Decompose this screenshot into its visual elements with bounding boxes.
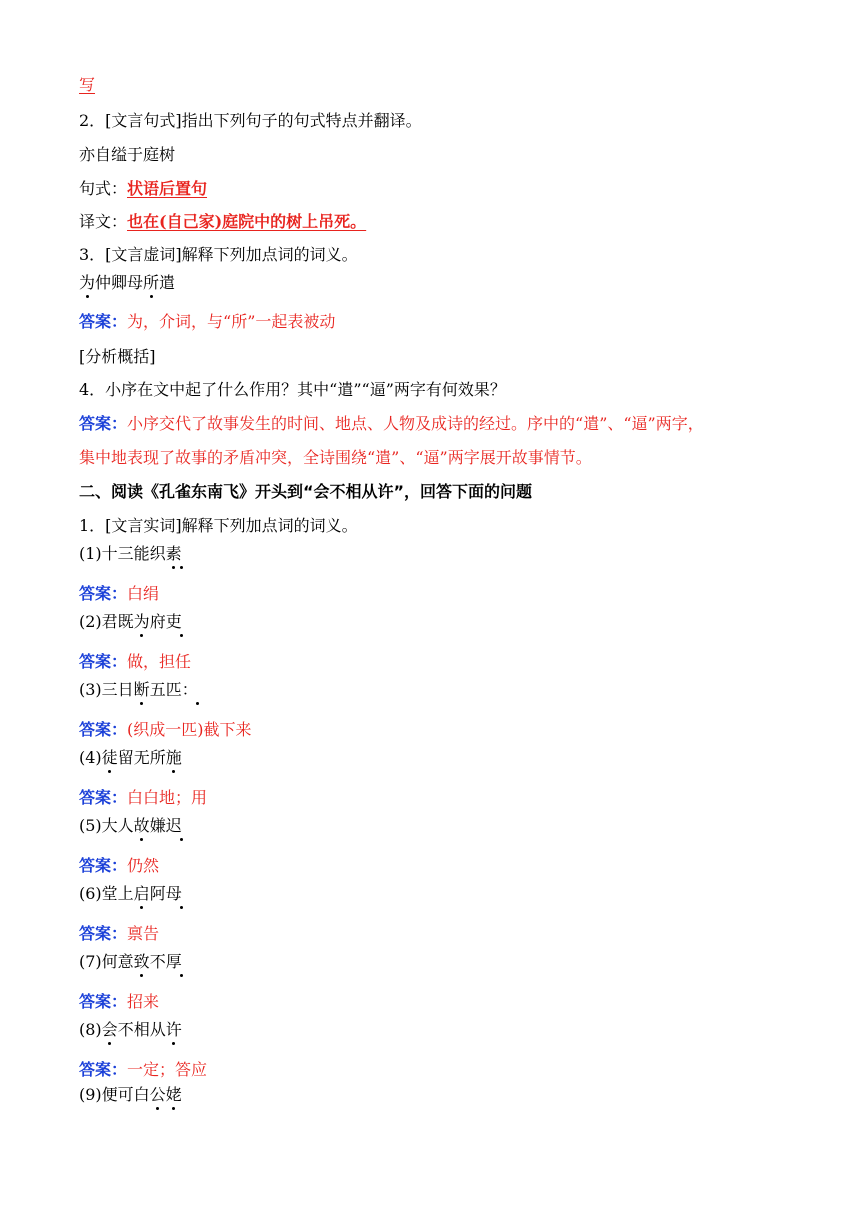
answer-label: 答案： (79, 312, 128, 331)
answer-label: 答案： (79, 856, 128, 875)
dotted-word: 致 (133, 952, 150, 971)
dotted-word: 素 (165, 544, 182, 563)
vocab-item (79, 747, 182, 769)
dotted-word: 姥 (165, 1085, 182, 1104)
vocab-answer (79, 787, 207, 809)
vocab-answer (79, 855, 159, 877)
dotted-word: 公 (149, 1085, 166, 1104)
question-2: 2．[文言句式]指出下列句子的句式特点并翻译。 (79, 111, 422, 130)
answer-text: 为，介词，与“所”一起表被动 (127, 312, 336, 331)
item-text: 留无所 (117, 748, 166, 767)
answer-label: 答案： (79, 788, 128, 807)
dotted-word: 断 (133, 680, 150, 699)
answer-text: 白白地；用 (127, 788, 208, 807)
answer-text: 小序交代了故事发生的时间、地点、人物及成诗的经过。序中的“遣”、“逼”两字， (127, 414, 704, 433)
question-2-translation (79, 211, 366, 233)
item-text: (9)便可白 (79, 1085, 150, 1104)
translation-answer: 也在(自己家)庭院中的树上吊死。 (127, 212, 367, 231)
question-4-answer-line-1 (79, 413, 704, 435)
sentence-text: 仲卿母 (95, 273, 144, 292)
answer-label: 答案： (79, 924, 128, 943)
form-label: 句式： (79, 179, 128, 198)
question-4: 4．小序在文中起了什么作用？其中“遣”“逼”两字有何效果？ (79, 380, 506, 399)
item-text: (2)君既 (79, 612, 134, 631)
answer-continuation: 写 (79, 75, 96, 94)
question-2-sentence: 亦自缢于庭树 (79, 145, 176, 164)
vocab-answer (79, 651, 191, 673)
sentence-text: 遣 (159, 273, 176, 292)
vocab-item (79, 815, 182, 837)
vocab-item (79, 679, 198, 701)
item-text: 府吏 (149, 612, 182, 631)
vocab-item (79, 951, 182, 973)
vocab-item (79, 543, 182, 565)
answer-label: 答案： (79, 1060, 128, 1079)
dotted-word: 许 (165, 1020, 182, 1039)
translation-label: 译文： (79, 212, 128, 231)
answer-label: 答案： (79, 652, 128, 671)
vocab-answer (79, 1059, 207, 1081)
vocab-answer (79, 991, 159, 1013)
dotted-word: 会 (101, 1020, 118, 1039)
dotted-word: 为 (79, 273, 96, 292)
item-text: (7)何意 (79, 952, 134, 971)
question-3: 3．[文言虚词]解释下列加点词的词义。 (79, 245, 358, 264)
part-2-heading: 二、阅读《孔雀东南飞》开头到“会不相从许”，回答下面的问题 (79, 482, 533, 501)
dotted-word: 徒 (101, 748, 118, 767)
question-2-form (79, 178, 207, 200)
answer-text: (织成一匹)截下来 (127, 720, 252, 739)
answer-text: 仍然 (127, 856, 160, 875)
answer-label: 答案： (79, 720, 128, 739)
answer-text: 白绢 (127, 584, 160, 603)
answer-label: 答案： (79, 414, 128, 433)
answer-text: 做，担任 (127, 652, 192, 671)
item-text: 阿母 (149, 884, 182, 903)
vocab-item (79, 883, 182, 905)
item-text: (5)大人 (79, 816, 134, 835)
question-3-sentence (79, 272, 175, 294)
item-text: 不厚 (149, 952, 182, 971)
question-4-answer-line-2: 集中地表现了故事的矛盾冲突，全诗围绕“遣”、“逼”两字展开故事情节。 (79, 448, 592, 467)
dotted-word: 故 (133, 816, 150, 835)
item-text: 五匹： (149, 680, 198, 699)
question-3-answer (79, 311, 335, 333)
item-text: 嫌迟 (149, 816, 182, 835)
part-2-question-1: 1．[文言实词]解释下列加点词的词义。 (79, 516, 358, 535)
item-text: (4) (79, 748, 102, 767)
dotted-word: 施 (165, 748, 182, 767)
dotted-word: 为 (133, 612, 150, 631)
item-text: (8) (79, 1020, 102, 1039)
vocab-answer (79, 923, 159, 945)
vocab-answer (79, 583, 159, 605)
vocab-item (79, 611, 182, 633)
answer-text: 一定；答应 (127, 1060, 208, 1079)
vocab-item-9 (79, 1084, 182, 1106)
answer-label: 答案： (79, 992, 128, 1011)
vocab-item (79, 1019, 182, 1041)
answer-text: 禀告 (127, 924, 160, 943)
dotted-word: 所 (143, 273, 160, 292)
section-analysis: [分析概括] (79, 347, 156, 366)
item-text: (6)堂上 (79, 884, 134, 903)
item-text: (3)三日 (79, 680, 134, 699)
item-text: (1)十三能织 (79, 544, 166, 563)
item-text: 不相从 (117, 1020, 166, 1039)
answer-label: 答案： (79, 584, 128, 603)
vocab-answer (79, 719, 252, 741)
dotted-word: 启 (133, 884, 150, 903)
answer-text: 招来 (127, 992, 160, 1011)
form-answer: 状语后置句 (127, 179, 208, 198)
